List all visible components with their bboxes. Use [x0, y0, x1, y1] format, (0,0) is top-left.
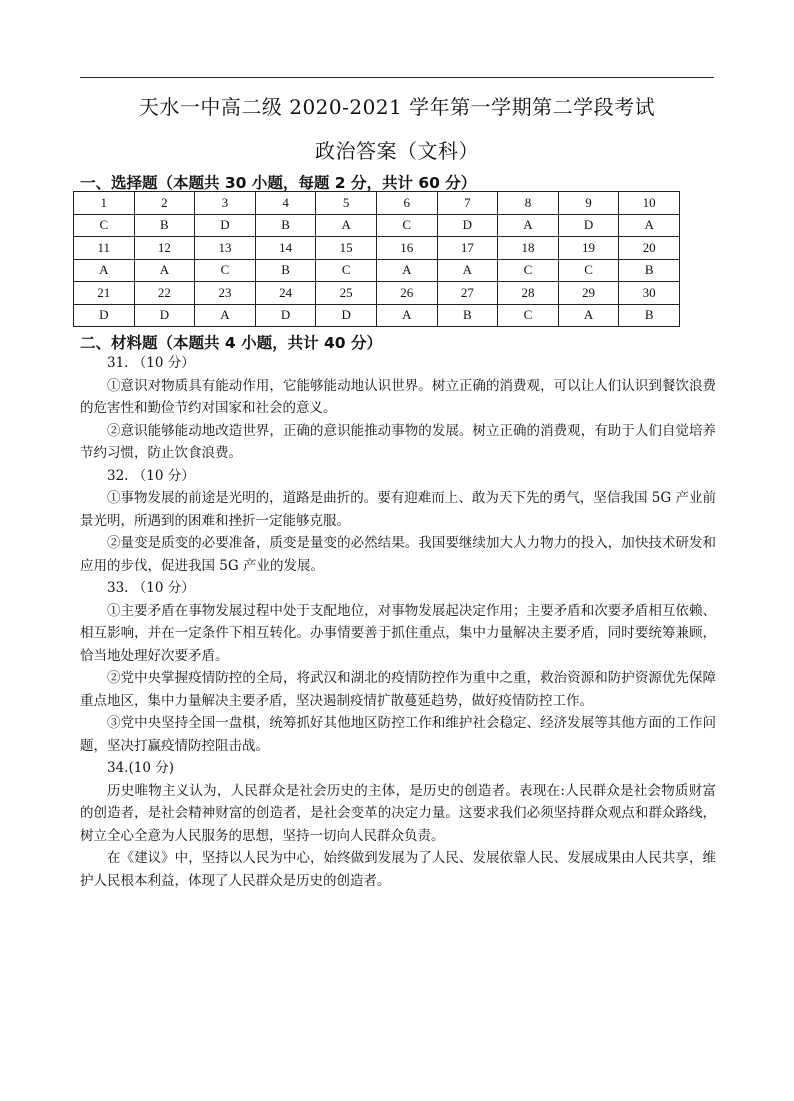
answer-paragraph: ②量变是质变的必要准备，质变是量变的必然结果。我国要继续加大人力物力的投入，加快技术研发和应用的步伐，促进我国 5G 产业的发展。 [80, 535, 716, 574]
answer-cell: C [74, 214, 135, 237]
question-number-row [74, 282, 680, 305]
question-number-cell: 14 [255, 237, 316, 260]
question-number-cell: 27 [437, 282, 498, 305]
answer-cell: B [437, 304, 498, 327]
section1-heading: 一、选择题（本题共 30 小题，每题 2 分，共计 60 分） [80, 174, 477, 192]
question-number-row [74, 192, 680, 215]
question-number-cell: 18 [498, 237, 559, 260]
answer-cell: B [134, 214, 195, 237]
answer-row [74, 214, 680, 237]
answer-paragraph: ②党中央掌握疫情防控的全局，将武汉和湖北的疫情防控作为重中之重，救治资源和防护资源优先保障重点地区，集中力量解决主要矛盾，坚决遏制疫情扩散蔓延趋势，做好疫情防控工作。 [80, 670, 716, 709]
answer-cell: A [134, 259, 195, 282]
exam-subtitle: 政治答案（文科） [315, 139, 479, 163]
question-number-cell: 9 [558, 192, 619, 215]
question-number-cell: 24 [255, 282, 316, 305]
question-number-cell: 10 [619, 192, 680, 215]
answer-cell: C [195, 259, 256, 282]
question-number-cell: 2 [134, 192, 195, 215]
answer-table [73, 191, 680, 327]
answer-cell: C [498, 304, 559, 327]
answer-paragraph: ①意识对物质具有能动作用，它能够能动地认识世界。树立正确的消费观，可以让人们认识到餐饮浪费的危害性和勤俭节约对国家和社会的意义。 [80, 377, 716, 416]
answer-cell: B [619, 304, 680, 327]
answer-cell: A [74, 259, 135, 282]
question-number-cell: 16 [376, 237, 437, 260]
answer-paragraph: ①事物发展的前途是光明的，道路是曲折的。要有迎难而上、敢为天下先的勇气，坚信我国 5G 产业前景光明，所遇到的困难和挫折一定能够克服。 [80, 490, 716, 529]
question-number-cell: 3 [195, 192, 256, 215]
question-number-cell: 20 [619, 237, 680, 260]
question-number-cell: 17 [437, 237, 498, 260]
header-rule [80, 77, 714, 78]
answer-cell: C [376, 214, 437, 237]
question-number-cell: 30 [619, 282, 680, 305]
answer-cell: C [316, 259, 377, 282]
answer-cell: A [619, 214, 680, 237]
answer-paragraph: ③党中央坚持全国一盘棋，统筹抓好其他地区防控工作和维护社会稳定、经济发展等其他方面的工作问题，坚决打赢疫情防控阻击战。 [80, 715, 716, 754]
answer-paragraph: ①主要矛盾在事物发展过程中处于支配地位，对事物发展起决定作用；主要矛盾和次要矛盾相互依赖、相互影响，并在一定条件下相互转化。办事情要善于抓住重点，集中力量解决主要矛盾，同时要统筹兼顾，恰当地处理好次要矛盾。 [80, 602, 716, 664]
question-label: 33. （10 分） [107, 580, 195, 596]
answer-cell: A [437, 259, 498, 282]
question-number-cell: 21 [74, 282, 135, 305]
answer-cell: A [316, 214, 377, 237]
question-label: 31. （10 分） [107, 355, 195, 371]
exam-title: 天水一中高二级 2020-2021 学年第一学期第二学段考试 [138, 95, 656, 119]
answer-cell: D [437, 214, 498, 237]
answer-cell: A [376, 304, 437, 327]
question-number-cell: 28 [498, 282, 559, 305]
answer-cell: C [558, 259, 619, 282]
question-label: 32. （10 分） [107, 467, 195, 484]
answer-row [74, 259, 680, 282]
answer-cell: D [134, 304, 195, 327]
question-number-cell: 11 [74, 237, 135, 260]
answer-cell: A [498, 214, 559, 237]
answer-cell: B [255, 259, 316, 282]
answer-cell: B [619, 259, 680, 282]
answer-paragraph: 历史唯物主义认为，人民群众是社会历史的主体，是历史的创造者。表现在:人民群众是社会物质财富的创造者，是社会精神财富的创造者，是社会变革的决定力量。这要求我们必须坚持群众观点和群众路线，树立全心全意为人民服务的思想，坚持一切向人民群众负责。 [80, 782, 716, 844]
answer-cell: C [498, 259, 559, 282]
question-number-cell: 5 [316, 192, 377, 215]
question-number-cell: 15 [316, 237, 377, 260]
answer-cell: A [195, 304, 256, 327]
answer-cell: D [558, 214, 619, 237]
question-number-cell: 7 [437, 192, 498, 215]
question-number-cell: 23 [195, 282, 256, 305]
question-number-cell: 13 [195, 237, 256, 260]
question-number-cell: 22 [134, 282, 195, 305]
answer-cell: A [376, 259, 437, 282]
question-number-cell: 12 [134, 237, 195, 260]
answer-cell: B [255, 214, 316, 237]
question-number-row [74, 237, 680, 260]
answer-paragraph: 在《建议》中，坚持以人民为中心，始终做到发展为了人民、发展依靠人民、发展成果由人民共享，维护人民根本利益，体现了人民群众是历史的创造者。 [80, 850, 716, 889]
question-number-cell: 25 [316, 282, 377, 305]
question-number-cell: 26 [376, 282, 437, 305]
answer-cell: D [74, 304, 135, 327]
question-number-cell: 19 [558, 237, 619, 260]
material-answers [80, 352, 716, 892]
question-label: 34.(10 分) [107, 760, 174, 776]
question-number-cell: 8 [498, 192, 559, 215]
question-number-cell: 6 [376, 192, 437, 215]
answer-cell: A [558, 304, 619, 327]
answer-cell: D [195, 214, 256, 237]
answer-row [74, 304, 680, 327]
answer-cell: D [255, 304, 316, 327]
question-number-cell: 4 [255, 192, 316, 215]
question-number-cell: 1 [74, 192, 135, 215]
section2-heading: 二、材料题（本题共 4 小题，共计 40 分） [80, 334, 382, 352]
answer-paragraph: ②意识能够能动地改造世界，正确的意识能推动事物的发展。树立正确的消费观，有助于人们自觉培养节约习惯，防止饮食浪费。 [80, 422, 716, 461]
question-number-cell: 29 [558, 282, 619, 305]
answer-cell: D [316, 304, 377, 327]
